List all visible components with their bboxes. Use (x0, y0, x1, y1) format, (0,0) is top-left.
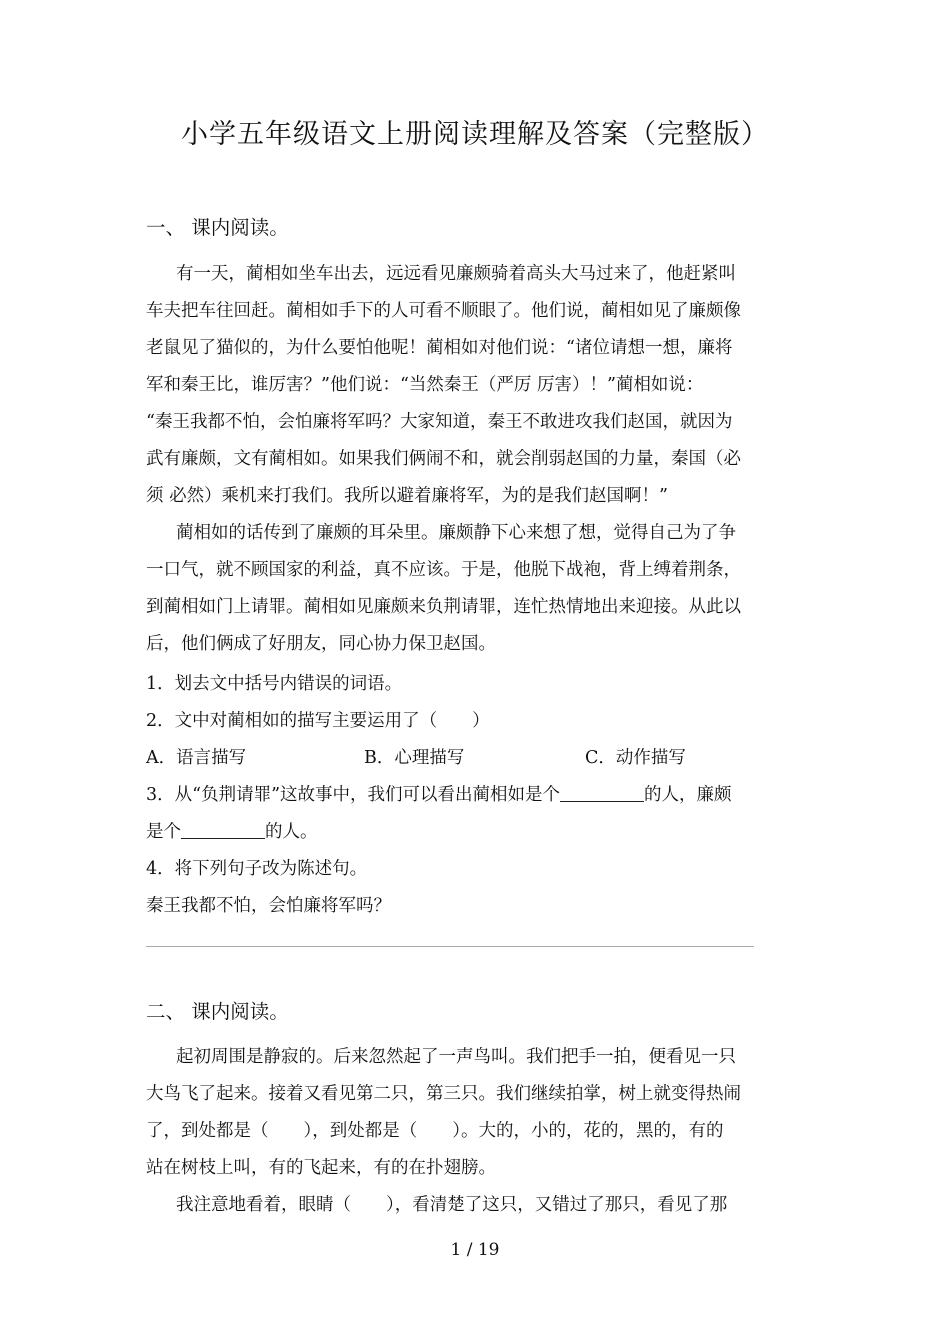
section-1-paragraph-line: 到蔺相如门上请罪。蔺相如见廉颇来负荆请罪，连忙热情地出来迎接。从此以 (146, 597, 741, 617)
question-1: 1．划去文中括号内错误的词语。 (146, 674, 403, 694)
section-1-paragraph-line: “秦王我都不怕，会怕廉将军吗？大家知道，秦王不敢进攻我们赵国，就因为 (146, 412, 733, 432)
question-3 (146, 781, 806, 806)
option-a: A．语言描写 (146, 748, 247, 768)
question-4: 4．将下列句子改为陈述句。 (146, 859, 368, 879)
section-1-paragraph-line: 须 必然）乘机来打我们。我所以避着廉将军，为的是我们赵国啊！” (146, 486, 669, 506)
question-4-sentence: 秦王我都不怕，会怕廉将军吗？ (146, 896, 391, 916)
section-1-paragraph-line: 后，他们俩成了好朋友，同心协力保卫赵国。 (146, 634, 496, 654)
section-1-paragraph-line: 一口气，就不顾国家的利益，真不应该。于是，他脱下战袍，背上缚着荆条， (146, 560, 741, 580)
question-2: 2．文中对蔺相如的描写主要运用了（ ） (146, 711, 490, 731)
page-title: 小学五年级语文上册阅读理解及答案（完整版） (181, 119, 769, 150)
section-2-paragraph-line: 大鸟飞了起来。接着又看见第二只，第三只。我们继续拍掌，树上就变得热闹 (146, 1084, 741, 1104)
section-2-heading: 二、 课内阅读。 (146, 1000, 289, 1023)
section-2-paragraph-line: 了，到处都是（ ），到处都是（ ）。大的，小的，花的，黑的，有的 (146, 1121, 724, 1141)
question-3-text: 是个 (146, 822, 181, 842)
section-1-paragraph-line: 老鼠见了猫似的，为什么要怕他呢！蔺相如对他们说：“诸位请想一想，廉将 (146, 338, 733, 358)
section-1-paragraph-line: 军和秦王比，谁厉害？”他们说：“当然秦王（严厉 厉害）！”蔺相如说： (146, 375, 704, 395)
section-2-paragraph-line: 站在树枝上叫，有的飞起来，有的在扑翅膀。 (146, 1158, 496, 1178)
option-b: B．心理描写 (364, 748, 465, 768)
section-1-paragraph-line: 武有廉颇，文有蔺相如。如果我们俩闹不和，就会削弱赵国的力量，秦国（必 (146, 449, 741, 469)
section-1-paragraph-line: 车夫把车往回赶。蔺相如手下的人可看不顺眼了。他们说，蔺相如见了廉颇像 (146, 301, 741, 321)
answer-blank[interactable] (560, 783, 644, 802)
question-3-text: 3．从“负荆请罪”这故事中，我们可以看出蔺相如是个 (146, 785, 561, 805)
page-number: 1 / 19 (450, 1240, 500, 1260)
section-1-paragraph-line: 蔺相如的话传到了廉颇的耳朵里。廉颇静下心来想了想，觉得自己为了争 (176, 523, 736, 543)
answer-line[interactable] (146, 946, 754, 947)
question-3-text: 的人，廉颇 (644, 785, 732, 805)
section-1-paragraph-line: 有一天，蔺相如坐车出去，远远看见廉颇骑着高头大马过来了，他赶紧叫 (176, 264, 736, 284)
question-3-text: 的人。 (265, 822, 318, 842)
answer-blank[interactable] (181, 820, 265, 839)
section-1-heading: 一、 课内阅读。 (146, 216, 289, 239)
option-c: C．动作描写 (585, 748, 686, 768)
question-3-continued (146, 818, 806, 843)
section-2-paragraph-line: 我注意地看着，眼睛（ ），看清楚了这只，又错过了那只，看见了那 (176, 1195, 728, 1215)
section-2-paragraph-line: 起初周围是静寂的。后来忽然起了一声鸟叫。我们把手一拍，便看见一只 (176, 1047, 736, 1067)
